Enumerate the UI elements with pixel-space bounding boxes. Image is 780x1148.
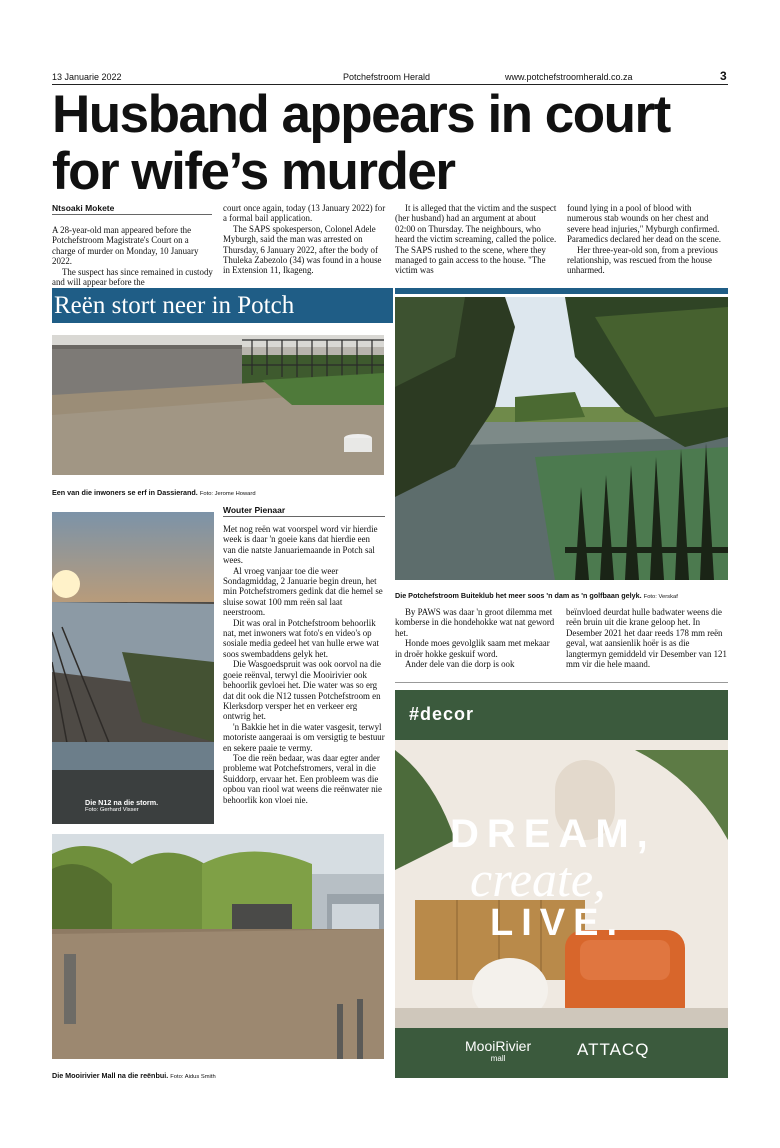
caption-golf <box>395 591 678 600</box>
caption-mall <box>52 1071 216 1080</box>
issue-date: 13 Januarie 2022 <box>52 72 122 82</box>
lead-paragraph: A 28-year-old man appeared before the Potchefstroom Magistrate's Court on a charge of murder on Monday, 10 January 2022. <box>52 225 199 267</box>
lead-column-1 <box>52 225 214 287</box>
publication-name: Potchefstroom Herald <box>343 72 431 82</box>
caption-mall-credit: Foto: Aidus Smith <box>170 1074 216 1080</box>
rain-story-banner: Reën stort neer in Potch <box>52 288 393 323</box>
byline-rule <box>52 214 212 215</box>
lead-paragraph: Her three-year-old son, from a previous relationship, was rescued from the house unharmed. <box>567 244 718 276</box>
rain-right-column-1 <box>395 607 555 669</box>
lead-paragraph: court once again, today (13 January 2022) for a formal bail application. <box>223 203 386 224</box>
rain-paragraph: beïnvloed deurdat hulle badwater weens die reën bruin uit die krane geloop het. In Desember 2021 het daar reeds 178 mm reën geval, wat aansienlik hoër is as die langtermyn gemiddeld vir Desember van 121 mm vir die hele maand. <box>566 607 727 670</box>
caption-yard <box>52 488 256 497</box>
caption-yard-credit: Foto: Jerome Howard <box>199 491 256 497</box>
caption-golf-credit: Foto: Verskaf <box>643 594 678 600</box>
photo-mooirivier-mall <box>52 834 384 1059</box>
caption-yard-text: Een van die inwoners se erf in Dassierand. <box>52 488 198 497</box>
rain-paragraph: Toe die reën bedaar, was daar egter ander probleme wat Potchefstromers, veral in die Suiddorp, ervaar het. Een probleem was die opbou van riool wat weens die reënwater nie behoorlik kon vloei nie. <box>223 752 382 805</box>
lead-headline <box>52 86 742 200</box>
page-number: 3 <box>720 69 727 83</box>
banner-accent-bar <box>395 288 728 294</box>
rain-paragraph: Dit was oral in Potchefstroom behoorlik nat, met inwoners wat foto's en video's op sosiale media gedeel het van hulle erwe wat soos swembaddens gelyk het. <box>223 617 379 659</box>
lead-column-4 <box>567 203 728 276</box>
logo-mall-text: mall <box>490 1054 506 1063</box>
mooirivier-mall-logo[interactable] <box>465 1038 531 1063</box>
attacq-logo[interactable]: ATTACQ <box>577 1040 650 1059</box>
caption-n12-credit: Foto: Gerhard Visser <box>85 807 139 813</box>
caption-mall-text: Die Mooirivier Mall na die reënbui. <box>52 1071 169 1080</box>
rain-paragraph: By PAWS was daar 'n groot dilemma met kombersе in die hondehokke wat nat geword het. <box>395 607 555 638</box>
advert-line-live: LIVE. <box>490 902 626 944</box>
lead-column-3 <box>395 203 558 276</box>
caption-n12-text: Die N12 na die storm. <box>85 798 159 807</box>
advert-top-rule <box>395 682 728 683</box>
lead-paragraph: found lying in a pool of blood with numerous stab wounds on her chest and severe head injuries," Myburgh confirmed. Paramedics declared her dead on the scene. <box>567 203 722 245</box>
lead-paragraph: The suspect has since remained in custody and will appear before the <box>52 266 213 288</box>
advert-tag: #decor <box>409 704 475 724</box>
photo-flooded-yard <box>52 335 384 475</box>
advert-line-dream: DREAM, <box>450 812 656 856</box>
rain-right-column-2 <box>566 607 728 669</box>
rain-paragraph: 'n Bakkie het in die water vasgesit, terwyl motoriste aangeraai is om versigtig te bestuur en sekere paaie te vermy. <box>223 721 385 753</box>
photo-n12-storm <box>52 512 214 824</box>
rain-byline-rule <box>223 516 385 517</box>
lead-column-2 <box>223 203 388 276</box>
website-link[interactable]: www.potchefstroomherald.co.za <box>505 72 633 82</box>
caption-golf-text: Die Potchefstroom Buiteklub het meer soos 'n dam as 'n golfbaan gelyk. <box>395 591 642 600</box>
lead-paragraph: The SAPS spokesperson, Colonel Adele Myburgh, said the man was arrested on Thursday, 6 January 2022, after the body of Thuleka Zabezolo (34) was found in a house in Extension 11, Ikageng. <box>223 223 382 276</box>
rain-paragraph: Honde moes gevolglik saam met mekaar in droër hokke geskuif word. <box>395 638 550 659</box>
lead-paragraph: It is alleged that the victim and the suspect (her husband) had an argument at about 02:00 on Thursday. The neighbours, who heard the victim screaming, called the police. The SAPS rushed to the scene, where they managed to gain access to the house. "The victim was <box>395 203 557 276</box>
headline-line-1: Husband appears in court <box>52 85 670 144</box>
rain-paragraph: Al vroeg vanjaar toe die weer Sondagmiddag, 2 Januarie begin dreun, het min Potchefstromers gedink dat die hemel se sluise sowat 100 mm reën sal laat neerstroom. <box>223 565 383 618</box>
decor-advert[interactable] <box>395 690 728 1078</box>
photo-golf-club <box>395 297 728 580</box>
rain-paragraph: Met nog reën wat voorspel word vir hierdie week is daar 'n goeie kans dat hierdie een van die natste Januariemaande in Potch sal wees. <box>223 524 378 566</box>
advert-line-create: create, <box>470 851 606 907</box>
lead-byline: Ntsoaki Mokete <box>52 203 115 213</box>
headline-line-2: for wife’s murder <box>52 142 455 201</box>
rain-body-column <box>223 524 385 805</box>
rain-paragraph: Ander dele van die dorp is ook <box>405 659 515 670</box>
caption-n12 <box>85 798 158 813</box>
rain-byline: Wouter Pienaar <box>223 505 286 515</box>
logo-mooirivier-text: MooiRivier <box>465 1038 532 1054</box>
rain-paragraph: Die Wasgoedspruit was ook oorvol na die goeie reënval, terwyl die Mooirivier ook behoorlik gevloei het. Die water was so erg dat dit ook die N12 tussen Potchefstroom en Klerksdorp versper het en verkeer erg ontwrig het. <box>223 659 381 722</box>
